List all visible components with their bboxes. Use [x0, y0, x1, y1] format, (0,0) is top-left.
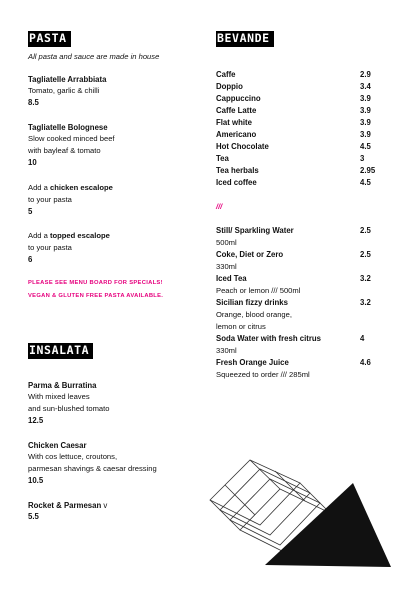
drink-row	[216, 357, 376, 369]
drink-price: 3	[360, 154, 365, 163]
addon-line	[28, 230, 110, 242]
drink-price: 3.9	[360, 130, 371, 139]
drink-name: Tea	[216, 154, 229, 163]
drink-row	[216, 141, 376, 153]
drink-detail: Squeezed to order /// 285ml	[216, 370, 310, 379]
drink-price: 2.5	[360, 250, 371, 259]
drink-row	[216, 129, 376, 141]
drink-row	[216, 69, 376, 81]
item-desc: Tomato, garlic & chilli	[28, 86, 100, 95]
drink-row	[216, 273, 376, 285]
item-name: Tagliatelle Bolognese	[28, 123, 108, 132]
black-triangle	[265, 483, 391, 567]
addon-price: 6	[28, 255, 33, 264]
specials-notice	[28, 277, 163, 303]
drink-price: 4	[360, 334, 365, 343]
item-desc: With cos lettuce, croutons,	[28, 452, 118, 461]
addon-item	[28, 182, 113, 218]
addon-pre: Add a	[28, 231, 50, 240]
pasta-heading: PASTA	[28, 31, 71, 47]
bevande-heading: BEVANDE	[216, 31, 274, 47]
insalata-heading: INSALATA	[28, 343, 93, 359]
drink-price: 4.6	[360, 358, 371, 367]
drink-row	[216, 177, 376, 189]
drink-name: Caffe Latte	[216, 106, 257, 115]
drink-detail: Peach or lemon /// 500ml	[216, 286, 301, 295]
drink-row	[216, 105, 376, 117]
menu-item	[28, 500, 107, 523]
specials-line: VEGAN & GLUTEN FREE PASTA AVAILABLE.	[28, 293, 164, 299]
item-name	[28, 500, 107, 511]
drink-price: 3.9	[360, 106, 371, 115]
addon-price: 5	[28, 207, 33, 216]
drink-name: Coke, Diet or Zero	[216, 250, 284, 259]
drink-price: 3.9	[360, 94, 371, 103]
drink-price: 4.5	[360, 142, 371, 151]
drink-name: Americano	[216, 130, 257, 139]
drink-row	[216, 81, 376, 93]
section-separator: ///	[216, 202, 223, 211]
drink-row	[216, 297, 376, 309]
item-price: 5.5	[28, 512, 39, 521]
drink-price: 4.5	[360, 178, 371, 187]
item-desc: With mixed leaves	[28, 392, 90, 401]
drink-row	[216, 333, 376, 345]
drink-name: Soda Water with fresh citrus	[216, 334, 321, 343]
drink-name: Fresh Orange Juice	[216, 358, 289, 367]
addon-line2: to your pasta	[28, 195, 72, 204]
menu-item	[28, 380, 109, 427]
addon-line2: to your pasta	[28, 243, 72, 252]
bevande-section	[216, 29, 274, 47]
item-name: Chicken Caesar	[28, 441, 87, 450]
drink-name: Iced coffee	[216, 178, 257, 187]
vegetarian-mark: v	[101, 501, 108, 510]
item-price: 12.5	[28, 416, 44, 425]
drink-name: Sicilian fizzy drinks	[216, 298, 288, 307]
drink-price: 2.5	[360, 226, 371, 235]
item-name: Parma & Burratina	[28, 381, 97, 390]
addon-item	[28, 230, 110, 266]
drink-price: 3.9	[360, 118, 371, 127]
drink-row	[216, 165, 376, 177]
item-price: 10	[28, 158, 37, 167]
drink-name: Iced Tea	[216, 274, 247, 283]
item-price: 8.5	[28, 98, 39, 107]
drink-detail: 500ml	[216, 238, 237, 247]
pasta-section	[28, 29, 71, 47]
item-desc: Slow cooked minced beef	[28, 134, 115, 143]
drink-name: Cappuccino	[216, 94, 261, 103]
geometric-decoration	[205, 455, 400, 575]
drink-name: Tea herbals	[216, 166, 259, 175]
drink-row	[216, 153, 376, 165]
drink-name: Flat white	[216, 118, 252, 127]
drink-detail: Orange, blood orange,	[216, 310, 292, 319]
drink-row	[216, 249, 376, 261]
drink-price: 2.9	[360, 70, 371, 79]
item-price: 10.5	[28, 476, 44, 485]
drink-name: Hot Chocolate	[216, 142, 269, 151]
item-name-text: Rocket & Parmesan	[28, 501, 102, 510]
item-name: Tagliatelle Arrabbiata	[28, 75, 107, 84]
drink-name: Caffe	[216, 70, 236, 79]
specials-line: PLEASE SEE MENU BOARD FOR SPECIALS!	[28, 280, 163, 286]
drink-price: 2.95	[360, 166, 376, 175]
menu-item	[28, 440, 157, 487]
drink-detail: lemon or citrus	[216, 322, 266, 331]
pasta-note: All pasta and sauce are made in house	[28, 52, 160, 61]
item-desc: with bayleaf & tomato	[28, 146, 101, 155]
drink-price: 3.4	[360, 82, 371, 91]
addon-pre: Add a	[28, 183, 50, 192]
insalata-section	[28, 341, 93, 359]
addon-bold: topped escalope	[49, 231, 110, 240]
drink-row	[216, 93, 376, 105]
item-desc: parmesan shavings & caesar dressing	[28, 464, 157, 473]
drink-detail: 330ml	[216, 346, 237, 355]
drink-price: 3.2	[360, 298, 371, 307]
menu-item	[28, 74, 106, 109]
item-desc: and sun-blushed tomato	[28, 404, 110, 413]
addon-line	[28, 182, 113, 194]
drink-detail: 330ml	[216, 262, 237, 271]
drink-row	[216, 225, 376, 237]
menu-item	[28, 122, 115, 169]
drink-name: Still/ Sparkling Water	[216, 226, 294, 235]
drink-row	[216, 117, 376, 129]
drink-price: 3.2	[360, 274, 371, 283]
addon-bold: chicken escalope	[49, 183, 113, 192]
drink-name: Doppio	[216, 82, 243, 91]
